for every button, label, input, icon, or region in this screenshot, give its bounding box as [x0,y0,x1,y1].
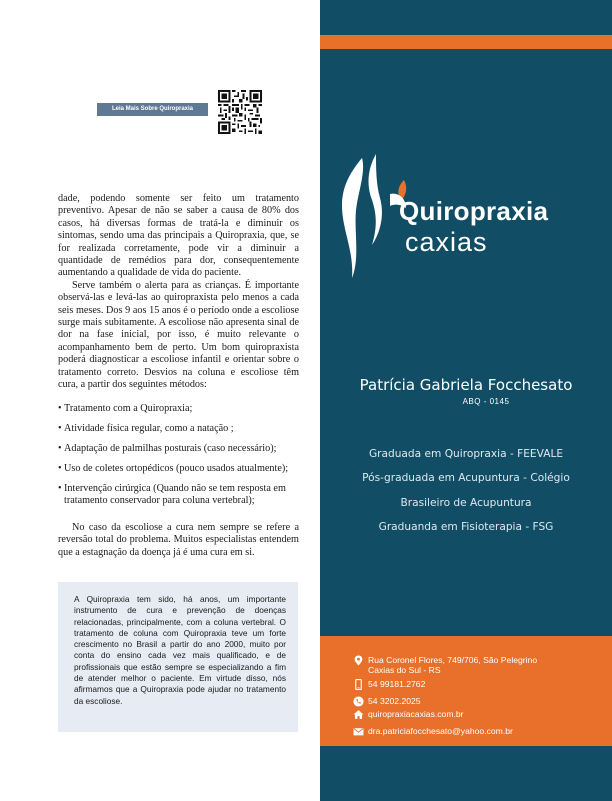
list-item: • Adaptação de palmilhas posturais (caso necessário); [58,443,299,455]
brand-subtitle: caxias [405,227,488,257]
registration-number: ABQ - 0145 [462,397,510,406]
list-item: • Atividade física regular, como a natação ; [58,423,299,435]
article-paragraph-2: Serve também o alerta para as crianças. É importante observá-las e levá-las ao quiropraxista pelo menos a cada seis meses. Dos 9 aos 15 anos é o período onde a escoliose surge mais subitamente. A escoliose não apresenta sinal de dor na fase inicial, por isso, é muito relevante o acompanhamento bem de perto. Um bom quiropraxista poderá diagnosticar a escoliose infantil e orientar sobre o tratamento correto. Desvios na coluna e escoliose têm cura, a partir dos seguintes métodos: [58,279,299,391]
list-item: • Intervenção cirúrgica (Quando não se tem resposta em tratamento conservador para coluna vertebral); [58,483,299,508]
qualification-item: Pós-graduada em Acupuntura - Colégio [362,472,570,485]
qualification-item: Graduanda em Fisioterapia - FSG [378,521,554,534]
qualification-item: Graduada em Quiropraxia - FEEVALE [368,448,564,460]
qr-caption: Leia Mais Sobre Quiropraxia [97,103,208,116]
brand-name: Quiropraxia [399,196,549,226]
qualifications-list [320,442,612,540]
location-pin-icon [353,655,364,666]
mobile-phone-icon [353,679,364,690]
article-body [58,193,299,559]
email-icon [353,726,364,737]
website-link[interactable]: quiropraxiacaxias.com.br [368,709,464,719]
list-item: • Uso de coletes ortopédicos (pouco usados atualmente); [58,463,299,475]
mobile-number[interactable]: 54 99181.2762 [368,679,426,689]
methods-list [58,403,299,508]
qr-code-icon[interactable] [218,90,262,134]
address-line-1: Rua Coronel Flores, 749/706, São Pelegrino [368,655,538,665]
address-line-2: Caxias do Sul - RS [368,665,441,675]
highlight-box-text: A Quiropraxia tem sido, há anos, um importante instrumento de cura e prevenção de doenças relacionadas, principalmente, com a coluna vertebral. O tratamento de coluna com Quiropraxia teve um forte crescimento no Brasil a partir do ano 2000, muito por conta do ensino cada vez mais qualificado, e de profissionais que estão sempre se especializando a fim de atender melhor o paciente. Em virtude disso, nós afirmamos que a Quiropraxia pode ajudar no tratamento da escoliose. [74,594,286,706]
professional-name: Patrícia Gabriela Focchesato [359,376,573,394]
home-icon [353,709,364,720]
phone-icon [353,696,364,707]
qualification-item: Brasileiro de Acupuntura [400,496,532,509]
article-paragraph-3: No caso da escoliose a cura nem sempre se refere a reversão total do problema. Muitos especialistas entendem que a estagnação da doença já é uma cura em si. [58,521,299,558]
phone-number[interactable]: 54 3202.2025 [368,696,421,706]
article-paragraph-1: dade, podendo somente ser feito um tratamento preventivo. Apesar de não se saber a causa de 80% dos casos, há diversas formas de tratá-la e diminuir os sintomas, sendo uma das principais a Quiropraxia, que, se for realizada corretamente, pode vir a diminuir a quantidade de remédios para dor, consequentemente aumentando a qualidade de vida do paciente. [58,193,299,279]
email-link[interactable]: dra.patriciafocchesato@yahoo.com.br [368,726,513,736]
accent-bar [320,35,612,49]
list-item: • Tratamento com a Quiropraxia; [58,403,299,415]
